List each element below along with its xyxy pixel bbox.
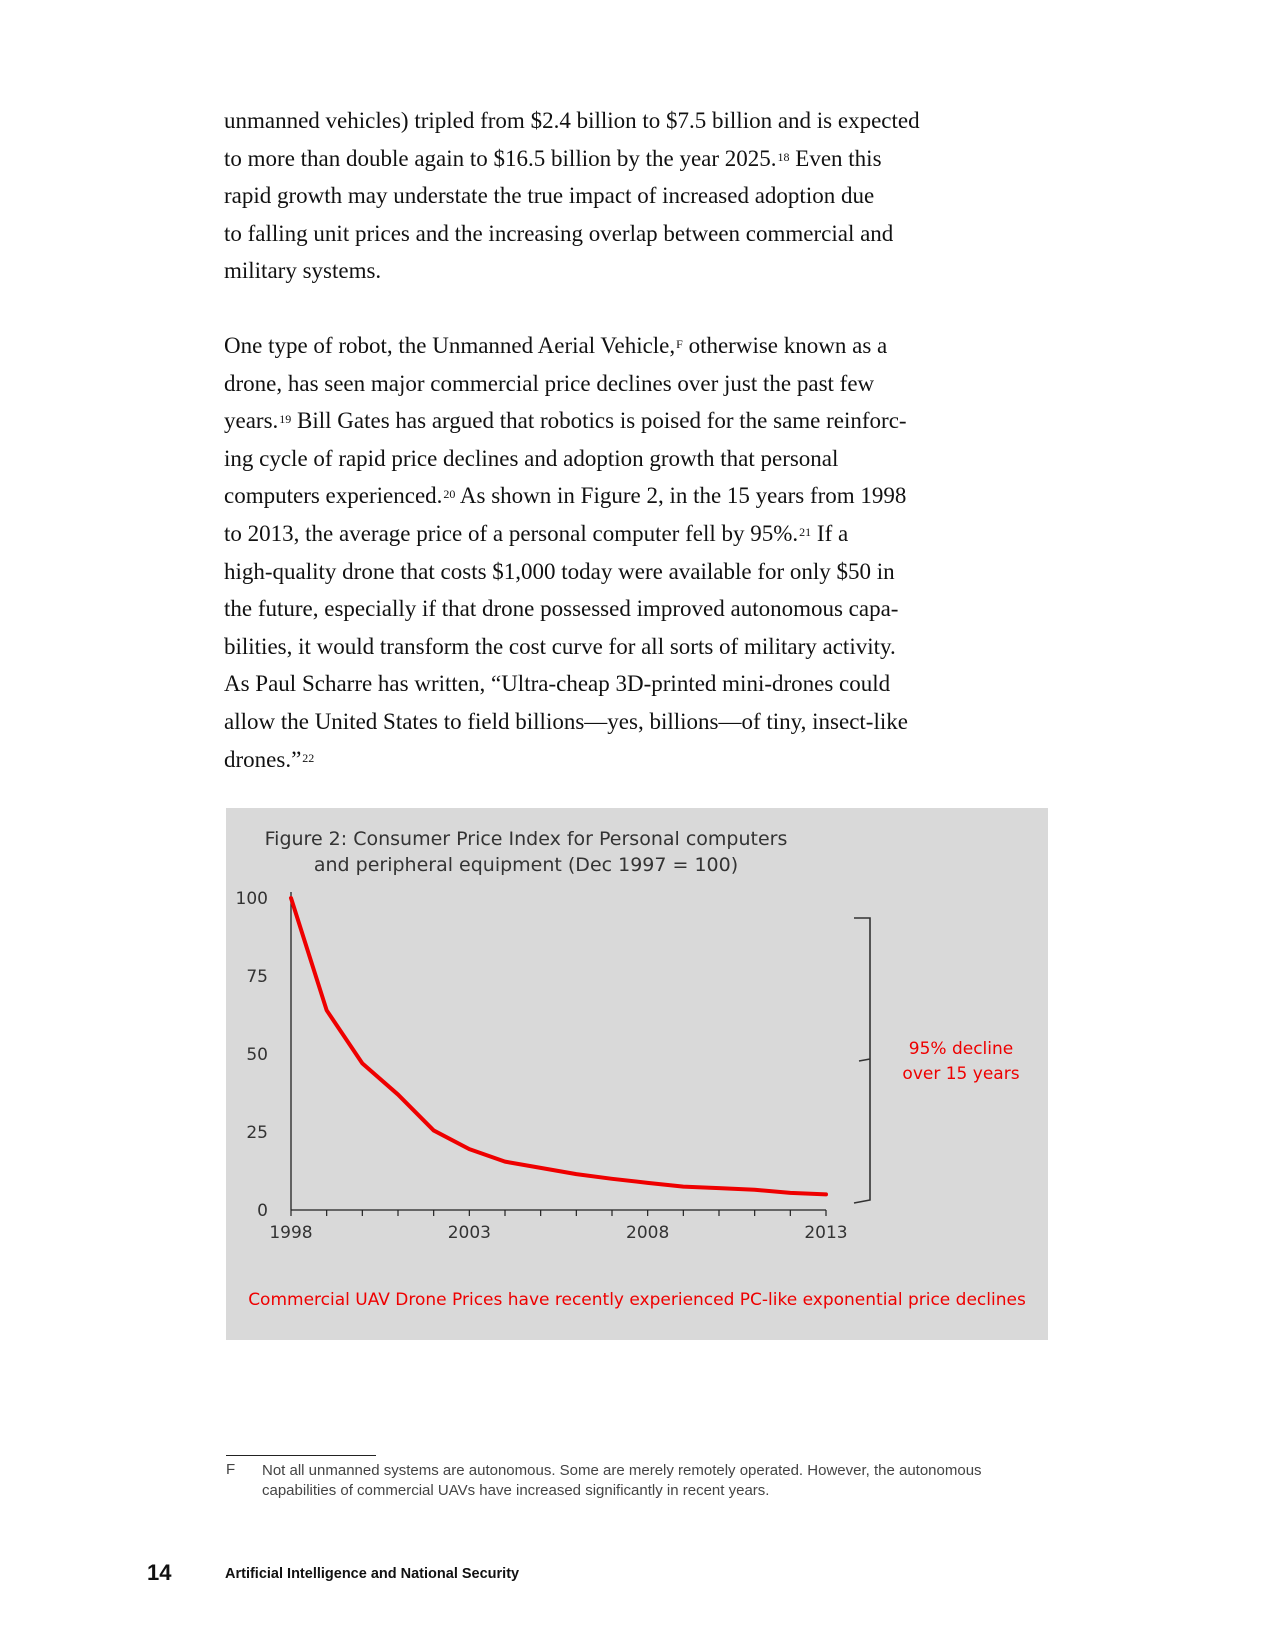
chart-title-line-1: Figure 2: Consumer Price Index for Personal computers: [264, 828, 788, 850]
chart-caption: Commercial UAV Drone Prices have recently experienced PC-like exponential price declines: [248, 1290, 1026, 1310]
chart-title-line-2: and peripheral equipment (Dec 1997 = 100): [313, 854, 739, 876]
chart-series: [290, 897, 828, 1196]
figure-2: [226, 808, 1048, 1340]
y-tick-label: 50: [246, 1045, 268, 1065]
footnote-divider: [226, 1455, 376, 1456]
text-line: to falling unit prices and the increasing overlap between commercial and: [224, 220, 894, 246]
x-tick-label: 2013: [804, 1223, 848, 1243]
data-point: [753, 1188, 756, 1191]
page-number: 14: [147, 1560, 172, 1585]
text-line: drone, has seen major commercial price declines over just the past few: [224, 370, 875, 396]
text-line: bilities, it would transform the cost curve for all sorts of military activity.: [224, 633, 896, 659]
text-line: to more than double again to $16.5 billion by the year 2025.18 Even this: [224, 145, 882, 171]
text-line: computers experienced.$^{20}$ As shown in Figure 2, in the 15 years from 1998: [224, 483, 907, 509]
data-point: [718, 1187, 721, 1190]
data-point: [468, 1148, 471, 1151]
data-point: [682, 1185, 685, 1188]
x-tick-label: 2003: [447, 1223, 491, 1243]
footnote-ref-18[interactable]: 18: [777, 149, 790, 164]
text-line: the future, especially if that drone possessed improved autonomous capa-: [224, 596, 899, 622]
footnote-ref-22[interactable]: 22: [302, 750, 315, 765]
price-index-chart: [226, 808, 1048, 1340]
y-tick-label: 0: [257, 1201, 268, 1221]
data-point: [575, 1173, 578, 1176]
data-point: [432, 1129, 435, 1132]
text-line: rapid growth may understate the true impact of increased adoption due: [224, 183, 875, 209]
text-line: drones.”$^{22}$: [224, 746, 315, 772]
footnote-text: Not all unmanned systems are autonomous. Some are merely remotely operated. However, the autonomous capabilities of commercial UAVs have increased significantly in recent years.: [262, 1462, 982, 1499]
data-point: [397, 1093, 400, 1096]
paragraph-1: [224, 102, 984, 290]
footnote-ref-21[interactable]: 21: [799, 524, 812, 539]
data-point: [504, 1160, 507, 1163]
text-line: to 2013, the average price of a personal computer fell by 95%.$^{21}$ If a: [224, 520, 849, 546]
x-tick-label: 2008: [626, 1223, 670, 1243]
text-line: years.$^{19}$ Bill Gates has argued that robotics is poised for the same reinforc-: [224, 408, 907, 434]
footnote-ref-19[interactable]: 19: [279, 412, 292, 427]
series-line: [291, 898, 826, 1194]
data-point: [325, 1009, 328, 1012]
footnote-ref-f[interactable]: F: [676, 337, 683, 351]
data-point: [825, 1193, 828, 1196]
data-point: [539, 1166, 542, 1169]
y-tick-label: 100: [235, 889, 268, 909]
footnote-ref-20[interactable]: 20: [443, 487, 456, 502]
annotation-line-2: over 15 years: [902, 1064, 1020, 1084]
paragraph-2: [224, 327, 984, 778]
text-line: military systems.: [224, 258, 382, 284]
footnote-letter: F: [226, 1461, 236, 1478]
text-line: As Paul Scharre has written, “Ultra-cheap 3D-printed mini-drones could: [224, 671, 891, 697]
text-line: ing cycle of rapid price declines and adoption growth that personal: [224, 445, 839, 471]
decline-bracket: [854, 918, 870, 1203]
text-line: unmanned vehicles) tripled from $2.4 billion to $7.5 billion and is expected: [224, 108, 920, 133]
running-title: Artificial Intelligence and National Security: [225, 1566, 520, 1582]
text-line: allow the United States to field billions—yes, billions—of tiny, insect-like: [224, 708, 908, 734]
text-line: high-quality drone that costs $1,000 today were available for only $50 in: [224, 558, 895, 584]
x-tick-label: 1998: [269, 1223, 313, 1243]
data-point: [361, 1062, 364, 1065]
y-tick-label: 25: [246, 1123, 268, 1143]
y-tick-label: 75: [246, 967, 268, 987]
annotation-line-1: 95% decline: [908, 1039, 1014, 1059]
data-point: [789, 1191, 792, 1194]
data-point: [611, 1177, 614, 1180]
data-point: [290, 897, 293, 900]
text-line: One type of robot, the Unmanned Aerial Vehicle,$^F$ otherwise known as a: [224, 333, 888, 358]
data-point: [646, 1181, 649, 1184]
